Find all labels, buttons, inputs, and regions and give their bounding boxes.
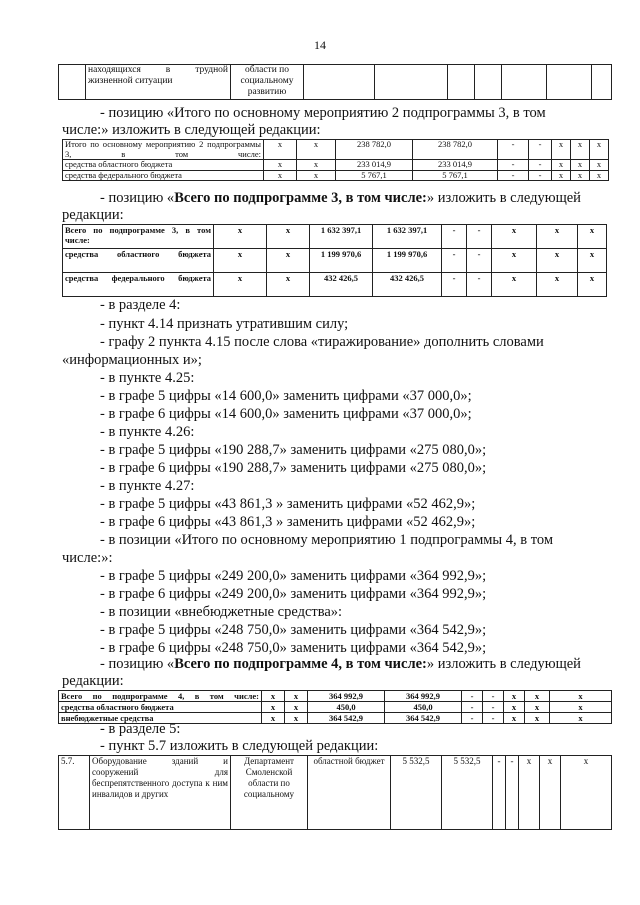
paragraph: - в графе 6 цифры «249 200,0» заменить цифрами «364 992,9»;: [100, 586, 487, 602]
table-cell: внебюджетные средства: [59, 713, 262, 724]
table-cell: Оборудование зданий и сооружений для беспрепятственного доступа к ним инвалидов и других: [90, 756, 231, 830]
table-cell: х: [267, 273, 310, 297]
paragraph: - в графе 6 цифры «248 750,0» заменить цифрами «364 542,9»;: [100, 640, 487, 656]
paragraph: - в графе 6 цифры «43 861,3 » заменить цифрами «52 462,9»;: [100, 514, 476, 530]
paragraph: - графу 2 пункта 4.15 после слова «тиражирование» дополнить словами: [100, 334, 544, 350]
table-cell: -: [529, 140, 552, 160]
paragraph: - в графе 5 цифры «14 600,0» заменить цифрами «37 000,0»;: [100, 388, 472, 404]
table-cell: х: [550, 691, 612, 702]
text-span: » изложить в следующей: [426, 190, 581, 206]
table-cell: Всего по подпрограмме 3, в том числе:: [63, 225, 214, 249]
table-cell: 450,0: [385, 702, 462, 713]
table-cell: х: [264, 170, 297, 181]
paragraph: редакции:: [62, 673, 124, 689]
table-cell: х: [578, 273, 607, 297]
table-cell: х: [285, 702, 308, 713]
table-cell: х: [264, 140, 297, 160]
page-number: 14: [314, 38, 326, 52]
table-cell: 364 992,9: [385, 691, 462, 702]
table-cell: х: [561, 756, 612, 830]
table-row: [63, 170, 609, 181]
table-cell: -: [462, 702, 483, 713]
table-cell: -: [483, 691, 504, 702]
table-cell: х: [578, 249, 607, 273]
table-cell: х: [214, 225, 267, 249]
paragraph: - в графе 5 цифры «190 288,7» заменить цифрами «275 080,0»;: [100, 442, 487, 458]
table-cell: х: [519, 756, 540, 830]
paragraph: - позицию «Итого по основному мероприятию 2 подпрограммы 3, в том: [100, 105, 546, 121]
table-row: [59, 756, 612, 830]
table-cell: х: [550, 713, 612, 724]
bold-text: Всего по подпрограмме 3, в том числе:: [174, 190, 427, 206]
table-cell: х: [590, 140, 609, 160]
table-cell: области по социальному развитию: [231, 65, 304, 100]
table-cell: средства федерального бюджета: [63, 273, 214, 297]
table-cell: х: [504, 702, 525, 713]
table-cell: -: [467, 249, 492, 273]
table-cell: -: [493, 756, 506, 830]
bold-text: Всего по подпрограмме 4, в том числе:: [174, 656, 427, 672]
table-cell: 1 632 397,1: [373, 225, 442, 249]
table-cell: средства областного бюджета: [63, 160, 264, 171]
table-row: [63, 160, 609, 171]
table-cell: х: [262, 691, 285, 702]
paragraph: - в графе 5 цифры «248 750,0» заменить цифрами «364 542,9»;: [100, 622, 487, 638]
table-cell: -: [498, 170, 529, 181]
table-cell: Департамент Смоленской области по социальному: [231, 756, 308, 830]
table-cell: х: [285, 713, 308, 724]
table-cell: х: [264, 160, 297, 171]
table-cell: х: [492, 249, 537, 273]
text-span: - позицию «: [100, 656, 175, 672]
table-cell: областной бюджет: [308, 756, 391, 830]
paragraph: - в пункте 4.26:: [100, 424, 195, 440]
continuation-table: [58, 64, 612, 100]
table-cell: х: [552, 160, 571, 171]
table-cell: 1 632 397,1: [310, 225, 373, 249]
table-cell: х: [550, 702, 612, 713]
paragraph: - в пункте 4.27:: [100, 478, 195, 494]
table-cell: -: [529, 160, 552, 171]
paragraph: - в позиции «внебюджетные средства»:: [100, 604, 343, 620]
table-cell: -: [506, 756, 519, 830]
text-span: - позицию «: [100, 190, 175, 206]
table-cell: х: [552, 170, 571, 181]
table-row: [59, 691, 612, 702]
table-cell: 5 532,5: [442, 756, 493, 830]
table-cell: 364 542,9: [385, 713, 462, 724]
table-cell: 238 782,0: [336, 140, 413, 160]
table-cell: средства областного бюджета: [63, 249, 214, 273]
table-cell: х: [590, 170, 609, 181]
paragraph: - в графе 6 цифры «190 288,7» заменить цифрами «275 080,0»;: [100, 460, 487, 476]
table-cell: х: [492, 273, 537, 297]
table-cell: 238 782,0: [413, 140, 498, 160]
table-cell: х: [492, 225, 537, 249]
table-cell: средства федерального бюджета: [63, 170, 264, 181]
table-cell: -: [467, 225, 492, 249]
table-cell: 233 014,9: [413, 160, 498, 171]
table-cell: х: [525, 691, 550, 702]
paragraph: числе:»:: [62, 550, 113, 566]
table-row: [63, 249, 607, 273]
table-cell: 432 426,5: [310, 273, 373, 297]
table-cell: х: [297, 140, 336, 160]
table-cell: х: [571, 160, 590, 171]
paragraph: - в пункте 4.25:: [100, 370, 195, 386]
table-cell: х: [214, 273, 267, 297]
paragraph: - в разделе 5:: [100, 721, 181, 737]
table-row: [59, 702, 612, 713]
paragraph: - пункт 4.14 признать утратившим силу;: [100, 316, 349, 332]
paragraph: - в графе 5 цифры «43 861,3 » заменить цифрами «52 462,9»;: [100, 496, 476, 512]
table-cell: х: [537, 225, 578, 249]
table-cell: 1 199 970,6: [310, 249, 373, 273]
table-cell: 5.7.: [59, 756, 90, 830]
table-row: [63, 225, 607, 249]
table-cell: 233 014,9: [336, 160, 413, 171]
table-cell: -: [498, 160, 529, 171]
table-cell: -: [442, 249, 467, 273]
table-cell: х: [267, 249, 310, 273]
table-cell: х: [525, 713, 550, 724]
table-cell: 5 532,5: [391, 756, 442, 830]
table-cell: х: [504, 691, 525, 702]
paragraph: - в позиции «Итого по основному мероприятию 1 подпрограммы 4, в том: [100, 532, 554, 548]
table-total-subprog4: [58, 690, 612, 724]
table-cell: х: [297, 170, 336, 181]
table-item-5-7: [58, 755, 612, 830]
table-row: [63, 273, 607, 297]
table-cell: -: [442, 273, 467, 297]
table-cell: средства областного бюджета: [59, 702, 262, 713]
table-cell: х: [537, 249, 578, 273]
table-cell: х: [504, 713, 525, 724]
table-cell: 432 426,5: [373, 273, 442, 297]
table-cell: -: [529, 170, 552, 181]
table-cell: х: [540, 756, 561, 830]
table-cell: х: [537, 273, 578, 297]
table-cell: х: [590, 160, 609, 171]
table-cell: 364 992,9: [308, 691, 385, 702]
table-cell: 1 199 970,6: [373, 249, 442, 273]
table-item2-subprog3: [62, 139, 609, 181]
table-cell: -: [467, 273, 492, 297]
paragraph: [62, 655, 640, 673]
table-cell: -: [442, 225, 467, 249]
table-cell: -: [483, 713, 504, 724]
table-cell: х: [552, 140, 571, 160]
table-cell: -: [483, 702, 504, 713]
table-cell: -: [498, 140, 529, 160]
paragraph: [62, 189, 640, 207]
table-cell: х: [578, 225, 607, 249]
table-cell: Всего по подпрограмме 4, в том числе:: [59, 691, 262, 702]
paragraph: - в графе 6 цифры «14 600,0» заменить цифрами «37 000,0»;: [100, 406, 472, 422]
table-cell: х: [571, 140, 590, 160]
table-cell: -: [462, 691, 483, 702]
table-cell: х: [285, 691, 308, 702]
table-cell: х: [525, 702, 550, 713]
table-cell: х: [262, 713, 285, 724]
paragraph: «информационных и»;: [62, 352, 202, 368]
table-cell: Итого по основному мероприятию 2 подпрограммы 3, в том числе:: [63, 140, 264, 160]
table-total-subprog3: [62, 224, 607, 297]
table-cell: 5 767,1: [336, 170, 413, 181]
table-cell: х: [297, 160, 336, 171]
table-cell: х: [262, 702, 285, 713]
table-cell: находящихся в трудной жизненной ситуации: [86, 65, 231, 100]
paragraph: - в разделе 4:: [100, 297, 181, 313]
table-cell: 364 542,9: [308, 713, 385, 724]
text-span: » изложить в следующей: [426, 656, 581, 672]
table-cell: 450,0: [308, 702, 385, 713]
paragraph: редакции:: [62, 207, 124, 223]
table-row: [63, 140, 609, 160]
paragraph: числе:» изложить в следующей редакции:: [62, 122, 321, 138]
paragraph: - в графе 5 цифры «249 200,0» заменить цифрами «364 992,9»;: [100, 568, 487, 584]
paragraph: - пункт 5.7 изложить в следующей редакции:: [100, 738, 379, 754]
table-cell: х: [214, 249, 267, 273]
table-cell: 5 767,1: [413, 170, 498, 181]
table-cell: х: [571, 170, 590, 181]
table-cell: х: [267, 225, 310, 249]
table-cell: -: [462, 713, 483, 724]
